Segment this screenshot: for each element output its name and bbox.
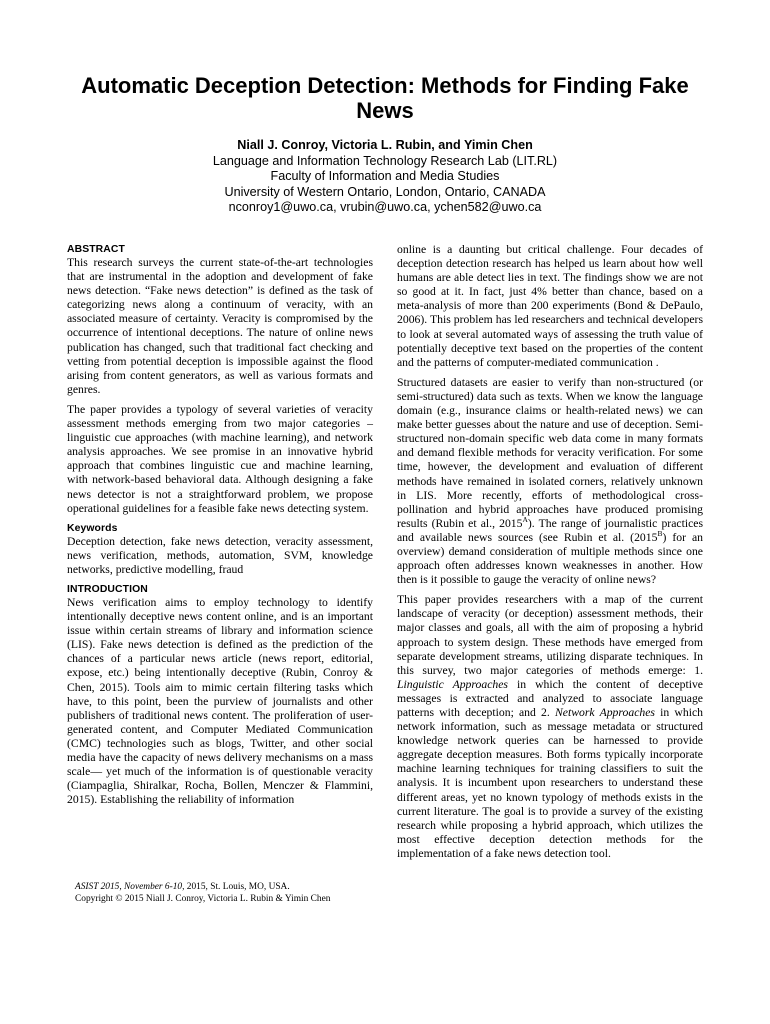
footnote-venue-rest: 2015, St. Louis, MO, USA.	[184, 882, 290, 892]
footnote	[75, 882, 375, 905]
keywords-heading: Keywords	[67, 522, 118, 534]
abstract-heading: ABSTRACT	[67, 244, 125, 255]
p2-text-b: ). The range of journalistic practices and available news sources (see Rubin et al. (2015	[397, 516, 703, 544]
introduction-paragraph-1: News verification aims to employ technology to identify intentionally deceptive news content online, and is an important issue within certain streams of library and information science (LIS). Fake news detection is defined as the prediction of the chances of a particular news article (news report, editorial, expose, etc.) being intentionally deceptive (Rubin, Conroy & Chen, 2015). Tools aim to mimic certain filtering tasks which have, to this point, been the purview of journalists and other publishers of traditional news content. The proliferation of user-generated content, and Computer Mediated Communication (CMC) technologies such as blogs, Twitter, and other social media have the capacity of news delivery mechanisms on a mass scale— yet much of the information is of questionable veracity (Ciampaglia, Shiralkar, Rocha, Bollen, Menczer & Flammini, 2015). Establishing the reliability of information	[67, 595, 373, 807]
footnote-venue: ASIST 2015, November 6-10,	[75, 882, 185, 892]
right-column	[397, 243, 703, 867]
p2-text-a: Structured datasets are easier to verify than non-structured (or semi-structured) data such as texts. When we know the language domain (e.g., insurance claims or health-related news) we can make better guesses about the nature and use of deception. Semi-structured non-domain specific web data come in many formats and demand flexible methods for veracity verification. For some time, however, the development and evaluation of different methods have remained in isolated corners, relatively unknown in LIS. More recently, efforts of methodological cross-pollination and hybrid approaches have produced promising results (Rubin et al., 2015	[397, 375, 703, 530]
footnote-copyright: Copyright © 2015 Niall J. Conroy, Victoria L. Rubin & Yimin Chen	[75, 893, 331, 904]
affiliation-faculty: Faculty of Information and Media Studies	[270, 169, 500, 184]
paper-title: Automatic Deception Detection: Methods for Finding Fake News	[81, 73, 689, 123]
right-paragraph-1: online is a daunting but critical challenge. Four decades of deception detection research has helped us learn about how well humans are able detect lies in text. The findings show we are not so good at it. In fact, just 4% better than chance, based on a meta-analysis of more than 200 experiments (Bond & DePaulo, 2006). This problem has led researchers and technical developers to look at several automated ways of assessing the truth value of potentially deceptive text based on the properties of the content and the patterns of computer-mediated communication .	[397, 243, 703, 369]
citation-sup-b: B	[657, 528, 663, 538]
footnote-venue-line	[75, 882, 375, 894]
p3-text-b: in which the content of deceptive messages is extracted and analyzed to associate language patterns with deception; and 2.	[397, 677, 703, 719]
affiliation-lab: Language and Information Technology Research Lab (LIT.RL)	[212, 153, 558, 168]
keywords-text: Deception detection, fake news detection, veracity assessment, news verification, methods, automation, SVM, knowledge networks, predictive modelling, fraud	[67, 534, 373, 576]
p3-text-a: This paper provides researchers with a map of the current landscape of veracity (or deception) assessment methods, their major classes and goals, all with the aim of proposing a hybrid approach to system design. These methods have emerged from separate development streams, utilizing disparate techniques. In this survey, two major categories of methods emerge: 1.	[397, 593, 703, 677]
introduction-heading: INTRODUCTION	[67, 583, 148, 595]
right-paragraph-3	[397, 593, 703, 861]
term-network-approaches: Network Approaches	[555, 706, 655, 719]
citation-sup-a: A	[522, 514, 528, 524]
p3-text-c: in which network information, such as message metadata or structured knowledge network queries can be harnessed to provide aggregate deception measures. Both forms typically incorporate machine learning techniques for training classifiers to suit the analysis. It is incumbent upon researchers to understand these different areas, yet no known typology of methods exists in the current literature. The goal is to provide a survey of the existing research while proposing a hybrid approach, which utilizes the most effective deception detection methods for the implementation of a fake news detection tool.	[397, 706, 703, 860]
abstract-paragraph-2: The paper provides a typology of several varieties of veracity assessment methods emerging from two major categories – linguistic cue approaches (with machine learning), and network analysis approaches. We see promise in an innovative hybrid approach that combines linguistic cue and machine learning, with network-based behavioral data. Although designing a fake news detector is not a straightforward problem, we propose operational guidelines for a feasible fake news detecting system.	[67, 402, 373, 515]
author-names: Niall J. Conroy, Victoria L. Rubin, and Yimin Chen	[237, 138, 533, 152]
author-emails: nconroy1@uwo.ca, vrubin@uwo.ca, ychen582@uwo.ca	[228, 200, 542, 215]
right-paragraph-2	[397, 376, 703, 587]
abstract-paragraph-1: This research surveys the current state-of-the-art technologies that are instrumental in the adoption and development of fake news detection. “Fake news detection” is defined as the task of categorizing news along a continuum of veracity, with an associated measure of certainty. Veracity is compromised by the occurrence of intentional deceptions. The nature of online news publication has changed, such that traditional fact checking and vetting from potential deception is impossible against the flood arising from content generators, as well as various formats and genres.	[67, 256, 373, 396]
affiliation-university: University of Western Ontario, London, Ontario, CANADA	[224, 184, 546, 199]
term-linguistic-approaches: Linguistic Approaches	[397, 677, 508, 691]
p2-text-c: ) for an overview) demand consideration of multiple methods since one approach often addresses known weaknesses in another. How then is it possible to gauge the veracity of online news?	[397, 530, 703, 587]
left-column	[67, 243, 373, 813]
author-block	[100, 138, 670, 216]
